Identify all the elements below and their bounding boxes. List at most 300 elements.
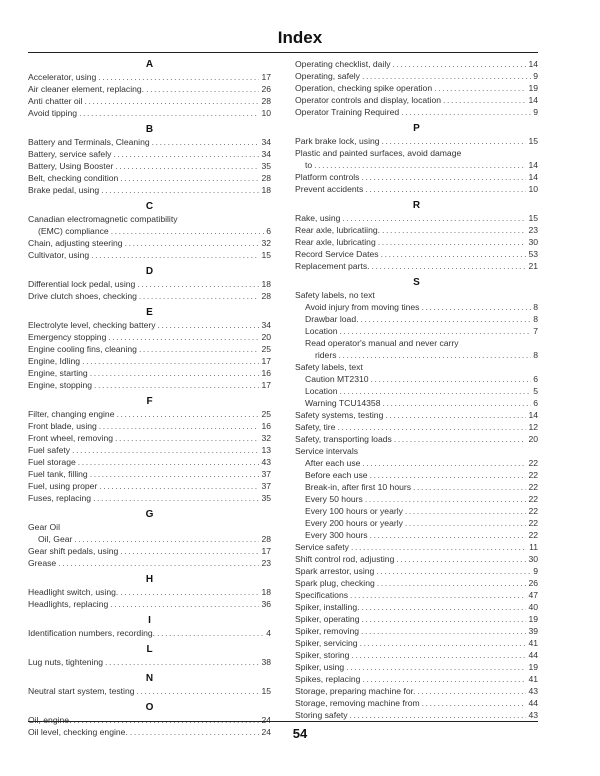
entry-text: Safety systems, testing xyxy=(295,410,384,420)
entry-page-number: 24 xyxy=(261,715,271,725)
index-entry[interactable] xyxy=(295,70,538,82)
entry-page-number: 41 xyxy=(528,674,538,684)
index-entry[interactable] xyxy=(295,248,538,260)
entry-text: Shift control rod, adjusting xyxy=(295,554,395,564)
index-entry[interactable] xyxy=(28,444,271,456)
index-entry[interactable] xyxy=(28,249,271,261)
entry-text: Safety, transporting loads xyxy=(295,434,392,444)
index-entry[interactable] xyxy=(28,492,271,504)
index-entry[interactable] xyxy=(295,565,538,577)
dot-leader xyxy=(382,397,531,409)
section-letter: E xyxy=(146,307,153,318)
dot-leader xyxy=(58,557,259,569)
dot-leader xyxy=(434,82,526,94)
entry-text: Accelerator, using xyxy=(28,72,97,82)
entry-text: Every 300 hours xyxy=(305,530,368,540)
entry-text: Fuses, replacing xyxy=(28,493,92,503)
entry-page-number: 16 xyxy=(261,368,271,378)
entry-page-number: 25 xyxy=(261,409,271,419)
entry-page-number: 19 xyxy=(528,662,538,672)
dot-leader xyxy=(421,301,531,313)
entry-text: Operator Training Required xyxy=(295,107,400,117)
index-entry[interactable] xyxy=(28,468,271,480)
index-entry[interactable] xyxy=(295,349,538,361)
index-entry[interactable] xyxy=(28,598,271,610)
entry-page-number: 15 xyxy=(528,213,538,223)
entry-text: Every 200 hours or yearly xyxy=(305,518,403,528)
index-entry[interactable] xyxy=(295,94,538,106)
index-entry[interactable] xyxy=(295,260,538,272)
entry-text: Anti chatter oil xyxy=(28,96,83,106)
entry-text: Warning TCU14358 xyxy=(305,398,381,408)
entry-text: Battery, service safely xyxy=(28,149,112,159)
dot-leader xyxy=(125,237,260,249)
dot-leader xyxy=(137,278,259,290)
index-entry[interactable] xyxy=(28,319,271,331)
index-entry[interactable] xyxy=(28,278,271,290)
dot-leader xyxy=(72,444,259,456)
entry-text: Spiker, storing xyxy=(295,650,350,660)
index-entry-heading: Service intervals xyxy=(295,446,359,456)
index-entry[interactable] xyxy=(28,83,271,95)
index-entry[interactable] xyxy=(295,58,538,70)
dot-leader xyxy=(362,70,531,82)
entry-page-number: 20 xyxy=(261,332,271,342)
entry-text: Park brake lock, using xyxy=(295,136,380,146)
entry-text: Storing safety xyxy=(295,710,348,720)
dot-leader xyxy=(342,212,526,224)
section-letter: G xyxy=(145,509,154,520)
entry-page-number: 37 xyxy=(261,469,271,479)
entry-text: Cultivator, using xyxy=(28,250,90,260)
index-entry[interactable] xyxy=(295,373,538,385)
entry-text: Prevent accidents xyxy=(295,184,364,194)
entry-page-number: 43 xyxy=(528,686,538,696)
index-entry-heading: Plastic and painted surfaces, avoid damage xyxy=(295,148,462,158)
entry-page-number: 34 xyxy=(261,149,271,159)
entry-text: Fuel, using proper xyxy=(28,481,98,491)
index-entry-heading: Canadian electromagnetic compatibility xyxy=(28,214,178,224)
entry-page-number: 32 xyxy=(261,238,271,248)
entry-text: Electrolyte level, checking battery xyxy=(28,320,156,330)
entry-page-number: 10 xyxy=(261,108,271,118)
entry-page-number: 14 xyxy=(528,172,538,182)
entry-text: riders xyxy=(315,350,337,360)
entry-text: Location xyxy=(305,386,338,396)
entry-page-number: 13 xyxy=(261,445,271,455)
entry-text: Spiker, using xyxy=(295,662,345,672)
entry-text: Spark arrestor, using xyxy=(295,566,375,576)
page-title: Index xyxy=(277,28,323,47)
dot-leader xyxy=(79,107,259,119)
entry-page-number: 34 xyxy=(261,137,271,147)
dot-leader xyxy=(99,480,259,492)
entry-text: Headlights, replacing xyxy=(28,599,109,609)
entry-text: Drawbar load. xyxy=(305,314,359,324)
index-entry[interactable] xyxy=(295,577,538,589)
entry-text: Headlight switch, using. xyxy=(28,587,119,597)
section-letter: R xyxy=(412,200,421,211)
entry-text: Battery and Terminals, Cleaning xyxy=(28,137,150,147)
index-entry-heading: Safety labels, no text xyxy=(295,290,375,300)
entry-page-number: 7 xyxy=(533,326,538,336)
entry-page-number: 8 xyxy=(533,314,538,324)
dot-leader xyxy=(152,136,260,148)
entry-text: Gear shift pedals, using xyxy=(28,546,119,556)
entry-page-number: 28 xyxy=(261,291,271,301)
entry-text: Spiker, installing. xyxy=(295,602,360,612)
index-entry[interactable] xyxy=(295,685,538,697)
entry-text: Oil, Gear xyxy=(38,534,73,544)
dot-leader xyxy=(417,685,526,697)
entry-page-number: 24 xyxy=(261,727,271,737)
dot-leader xyxy=(365,183,526,195)
index-entry[interactable] xyxy=(295,236,538,248)
index-entry[interactable] xyxy=(28,237,271,249)
dot-leader xyxy=(405,505,527,517)
entry-text: Safety, tire xyxy=(295,422,336,432)
dot-leader xyxy=(74,533,259,545)
dot-leader xyxy=(393,58,527,70)
dot-leader xyxy=(346,661,526,673)
index-entry[interactable] xyxy=(295,224,538,236)
dot-leader xyxy=(382,135,527,147)
entry-page-number: 23 xyxy=(261,558,271,568)
dot-leader xyxy=(396,553,526,565)
dot-leader xyxy=(361,313,532,325)
section-letter: H xyxy=(145,574,154,585)
section-letter: A xyxy=(145,59,154,70)
dot-leader xyxy=(115,432,259,444)
dot-leader xyxy=(120,545,259,557)
index-entry[interactable] xyxy=(28,355,271,367)
entry-text: Fuel safety xyxy=(28,445,71,455)
entry-text: Engine, Idling xyxy=(28,356,81,366)
entry-page-number: 30 xyxy=(528,554,538,564)
entry-text: Oil, engine. xyxy=(28,715,72,725)
entry-page-number: 6 xyxy=(533,398,538,408)
entry-page-number: 47 xyxy=(528,590,538,600)
entry-text: Spiker, removing xyxy=(295,626,360,636)
dot-leader xyxy=(99,420,260,432)
entry-page-number: 17 xyxy=(261,380,271,390)
entry-page-number: 4 xyxy=(266,628,271,638)
index-entry[interactable] xyxy=(295,469,538,481)
index-entry[interactable] xyxy=(295,481,538,493)
dot-leader xyxy=(137,685,260,697)
index-entry[interactable] xyxy=(28,331,271,343)
dot-leader xyxy=(115,160,259,172)
entry-text: Before each use xyxy=(305,470,368,480)
index-entry[interactable] xyxy=(295,457,538,469)
dot-leader xyxy=(91,249,259,261)
dot-leader xyxy=(139,290,260,302)
dot-leader xyxy=(394,433,527,445)
dot-leader xyxy=(351,541,527,553)
entry-page-number: 43 xyxy=(261,457,271,467)
index-entry-heading: Safety labels, text xyxy=(295,362,363,372)
dot-leader xyxy=(370,529,527,541)
dot-leader xyxy=(94,379,259,391)
top-divider xyxy=(28,52,538,53)
dot-leader xyxy=(78,456,260,468)
entry-page-number: 26 xyxy=(261,84,271,94)
index-entry[interactable] xyxy=(28,533,271,545)
entry-page-number: 17 xyxy=(261,546,271,556)
dot-leader xyxy=(361,171,526,183)
entry-page-number: 18 xyxy=(261,185,271,195)
index-entry[interactable] xyxy=(295,709,538,721)
index-entry[interactable] xyxy=(295,589,538,601)
index-entry[interactable] xyxy=(28,95,271,107)
entry-text: Storage, removing machine from xyxy=(295,698,420,708)
entry-text: Rear axle, lubricatiing. xyxy=(295,225,381,235)
entry-page-number: 25 xyxy=(261,344,271,354)
entry-page-number: 28 xyxy=(261,534,271,544)
dot-leader xyxy=(351,649,526,661)
index-entry[interactable] xyxy=(28,627,271,639)
index-entry[interactable] xyxy=(295,385,538,397)
index-entry[interactable] xyxy=(28,290,271,302)
entry-page-number: 9 xyxy=(533,566,538,576)
dot-leader xyxy=(101,184,259,196)
index-entry[interactable] xyxy=(28,172,271,184)
index-entry[interactable] xyxy=(28,545,271,557)
entry-page-number: 19 xyxy=(528,614,538,624)
index-entry[interactable] xyxy=(295,159,538,171)
entry-page-number: 43 xyxy=(528,710,538,720)
index-entry-heading: Gear Oil xyxy=(28,522,60,532)
index-entry[interactable] xyxy=(28,225,271,237)
bottom-divider xyxy=(28,721,538,722)
index-entry[interactable] xyxy=(28,367,271,379)
entry-page-number: 35 xyxy=(261,493,271,503)
entry-page-number: 26 xyxy=(528,578,538,588)
index-entry[interactable] xyxy=(295,171,538,183)
index-entry[interactable] xyxy=(295,661,538,673)
dot-leader xyxy=(93,492,259,504)
entry-page-number: 12 xyxy=(528,422,538,432)
section-letter: N xyxy=(145,673,154,684)
section-letter: S xyxy=(413,277,420,288)
dot-leader xyxy=(120,172,259,184)
entry-page-number: 44 xyxy=(528,698,538,708)
entry-text: Fuel storage xyxy=(28,457,76,467)
entry-text: Platform controls xyxy=(295,172,360,182)
entry-page-number: 9 xyxy=(533,107,538,117)
entry-page-number: 14 xyxy=(528,160,538,170)
dot-leader xyxy=(362,601,527,613)
index-entry[interactable] xyxy=(295,421,538,433)
index-entry[interactable] xyxy=(28,71,271,83)
index-entry[interactable] xyxy=(28,184,271,196)
entry-text: Battery, Using Booster xyxy=(28,161,114,171)
section-letter: F xyxy=(146,396,153,407)
dot-leader xyxy=(362,613,527,625)
entry-text: Every 50 hours xyxy=(305,494,363,504)
index-entry[interactable] xyxy=(295,433,538,445)
index-entry[interactable] xyxy=(295,301,538,313)
dot-leader xyxy=(113,148,259,160)
entry-text: Record Service Dates xyxy=(295,249,379,259)
dot-leader xyxy=(157,627,264,639)
dot-leader xyxy=(361,625,526,637)
entry-text: Every 100 hours or yearly xyxy=(305,506,403,516)
index-entry[interactable] xyxy=(295,183,538,195)
entry-text: Specifications xyxy=(295,590,349,600)
index-entry[interactable] xyxy=(28,432,271,444)
dot-leader xyxy=(139,343,260,355)
index-entry[interactable] xyxy=(295,325,538,337)
entry-text: Air cleaner element, replacing. xyxy=(28,84,145,94)
entry-text: Engine, stopping xyxy=(28,380,93,390)
index-entry[interactable] xyxy=(295,82,538,94)
index-column-right xyxy=(295,58,538,721)
entry-page-number: 19 xyxy=(528,83,538,93)
entry-text: Brake pedal, using xyxy=(28,185,100,195)
dot-leader xyxy=(146,83,259,95)
entry-page-number: 5 xyxy=(533,386,538,396)
index-entry[interactable] xyxy=(295,613,538,625)
entry-text: Operation, checking spike operation xyxy=(295,83,433,93)
dot-leader xyxy=(98,71,259,83)
index-entry[interactable] xyxy=(295,697,538,709)
entry-page-number: 18 xyxy=(261,279,271,289)
index-column-left xyxy=(28,58,271,738)
entry-text: Chain, adjusting steering xyxy=(28,238,123,248)
index-entry[interactable] xyxy=(28,714,271,726)
entry-text: Storage, preparing machine for. xyxy=(295,686,416,696)
entry-page-number: 22 xyxy=(528,530,538,540)
entry-text: Lug nuts, tightening xyxy=(28,657,104,667)
index-entry[interactable] xyxy=(295,397,538,409)
entry-page-number: 9 xyxy=(533,71,538,81)
index-entry[interactable] xyxy=(295,601,538,613)
index-entry[interactable] xyxy=(295,212,538,224)
index-entry[interactable] xyxy=(28,148,271,160)
entry-page-number: 15 xyxy=(528,136,538,146)
entry-page-number: 6 xyxy=(266,226,271,236)
dot-leader xyxy=(376,565,531,577)
index-entry[interactable] xyxy=(295,505,538,517)
index-entry[interactable] xyxy=(295,625,538,637)
index-entry[interactable] xyxy=(295,553,538,565)
entry-page-number: 17 xyxy=(261,72,271,82)
entry-text: Front blade, using xyxy=(28,421,97,431)
index-entry[interactable] xyxy=(295,541,538,553)
dot-leader xyxy=(340,385,532,397)
dot-leader xyxy=(111,225,265,237)
entry-page-number: 14 xyxy=(528,59,538,69)
entry-page-number: 8 xyxy=(533,302,538,312)
entry-page-number: 22 xyxy=(528,470,538,480)
index-entry[interactable] xyxy=(28,480,271,492)
entry-page-number: 8 xyxy=(533,350,538,360)
entry-page-number: 23 xyxy=(528,225,538,235)
index-entry[interactable] xyxy=(28,136,271,148)
index-entry[interactable] xyxy=(28,160,271,172)
entry-page-number: 18 xyxy=(261,587,271,597)
entry-text: Caution MT2310 xyxy=(305,374,369,384)
entry-text: Fuel tank, filling xyxy=(28,469,88,479)
index-entry[interactable] xyxy=(295,313,538,325)
entry-text: Location xyxy=(305,326,338,336)
index-entry[interactable] xyxy=(295,637,538,649)
entry-text: Spark plug, checking xyxy=(295,578,375,588)
entry-page-number: 17 xyxy=(261,356,271,366)
index-entry[interactable] xyxy=(295,649,538,661)
entry-text: Identification numbers, recording. xyxy=(28,628,156,638)
dot-leader xyxy=(382,224,526,236)
entry-text: Front wheel, removing xyxy=(28,433,114,443)
entry-page-number: 41 xyxy=(528,638,538,648)
dot-leader xyxy=(378,236,527,248)
dot-leader xyxy=(105,656,259,668)
index-entry[interactable] xyxy=(28,685,271,697)
index-entry[interactable] xyxy=(28,420,271,432)
entry-text: Engine, starting xyxy=(28,368,88,378)
index-entry[interactable] xyxy=(28,586,271,598)
dot-leader xyxy=(401,106,531,118)
index-entry[interactable] xyxy=(295,529,538,541)
entry-page-number: 22 xyxy=(528,518,538,528)
entry-page-number: 14 xyxy=(528,410,538,420)
index-entry[interactable] xyxy=(28,456,271,468)
dot-leader xyxy=(360,637,527,649)
dot-leader xyxy=(73,714,259,726)
section-letter: C xyxy=(145,201,154,212)
page-number: 54 xyxy=(292,726,308,741)
entry-text: Service safety xyxy=(295,542,349,552)
index-entry[interactable] xyxy=(28,557,271,569)
index-entry[interactable] xyxy=(28,656,271,668)
entry-text: Operating, safely xyxy=(295,71,360,81)
index-entry[interactable] xyxy=(28,343,271,355)
index-entry[interactable] xyxy=(295,493,538,505)
entry-page-number: 28 xyxy=(261,96,271,106)
entry-text: Spiker, operating xyxy=(295,614,360,624)
section-letter: B xyxy=(145,124,154,135)
entry-text: Engine cooling fins, cleaning xyxy=(28,344,137,354)
entry-page-number: 15 xyxy=(261,250,271,260)
index-entry[interactable] xyxy=(28,107,271,119)
entry-page-number: 22 xyxy=(528,458,538,468)
entry-text: (EMC) compliance xyxy=(38,226,109,236)
index-entry[interactable] xyxy=(295,673,538,685)
index-entry[interactable] xyxy=(295,517,538,529)
index-entry[interactable] xyxy=(295,135,538,147)
dot-leader xyxy=(350,709,527,721)
index-entry[interactable] xyxy=(295,106,538,118)
index-entry[interactable] xyxy=(295,409,538,421)
entry-text: Spiker, servicing xyxy=(295,638,358,648)
entry-text: Avoid injury from moving tines xyxy=(305,302,420,312)
entry-page-number: 22 xyxy=(528,494,538,504)
entry-page-number: 39 xyxy=(528,626,538,636)
entry-text: Neutral start system, testing xyxy=(28,686,135,696)
dot-leader xyxy=(443,94,526,106)
dot-leader xyxy=(372,260,527,272)
index-entry[interactable] xyxy=(28,379,271,391)
entry-text: Emergency stopping xyxy=(28,332,107,342)
entry-page-number: 36 xyxy=(261,599,271,609)
dot-leader xyxy=(422,697,527,709)
entry-page-number: 30 xyxy=(528,237,538,247)
entry-page-number: 32 xyxy=(261,433,271,443)
index-entry[interactable] xyxy=(28,408,271,420)
entry-text: Replacement parts. xyxy=(295,261,370,271)
dot-leader xyxy=(82,355,259,367)
